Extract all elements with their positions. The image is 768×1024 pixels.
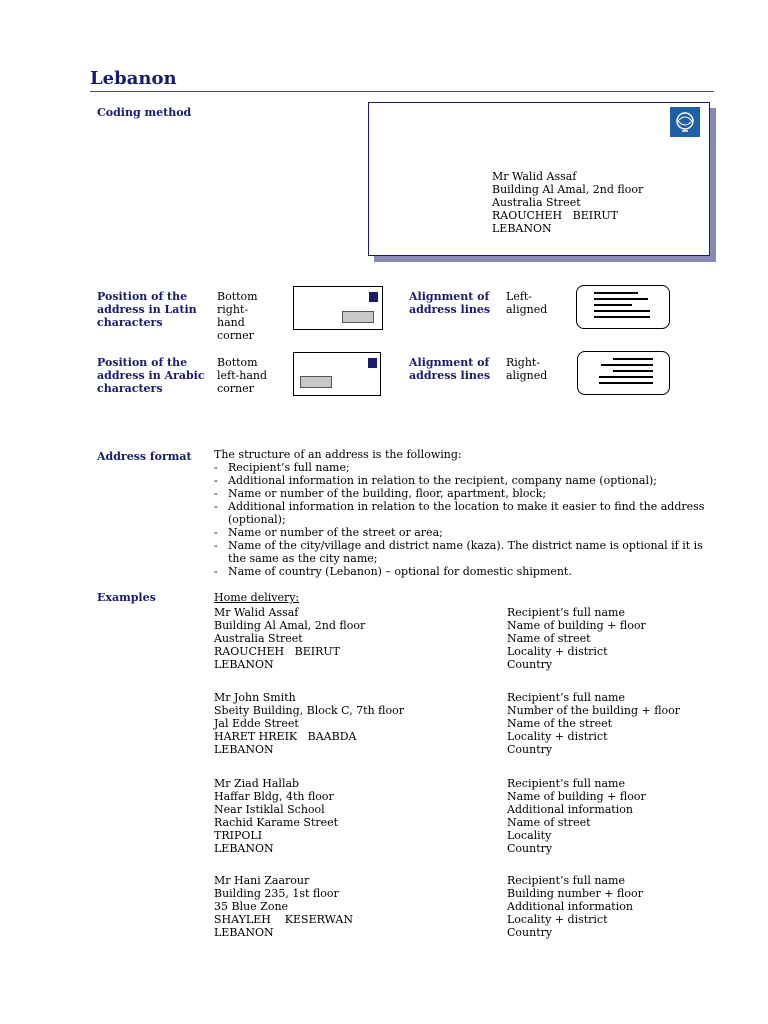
example-address-line: Mr Ziad Hallab: [214, 777, 300, 790]
address-block: [300, 376, 332, 388]
example-legend-line: Locality: [507, 829, 552, 842]
example-legend-line: Locality + district: [507, 730, 608, 743]
right-align-diagram: [577, 351, 670, 395]
address-format-list: [214, 461, 714, 578]
example-legend-line: Country: [507, 743, 553, 756]
example-address: [214, 606, 365, 671]
upu-logo-icon: [670, 107, 700, 137]
example-address-line: Building 235, 1st floor: [214, 887, 339, 900]
arabic-alignment-value: Right-aligned: [506, 356, 548, 382]
example-legend-line: Recipient’s full name: [507, 691, 625, 704]
address-format-item: - Recipient’s full name;: [214, 461, 714, 474]
address-format-item: - Name or number of the street or area;: [214, 526, 714, 539]
example-legend-line: Locality + district: [507, 645, 608, 658]
latin-alignment-value: Left-aligned: [506, 290, 548, 316]
home-delivery-heading: Home delivery:: [214, 591, 300, 604]
address-format-item: - Name of the city/village and district name (kaza). The district name is optional if it is the same as the city name;: [214, 539, 714, 565]
latin-position-label: Position of the address in Latin characters: [97, 290, 197, 329]
example-address-line: Jal Edde Street: [214, 717, 299, 730]
address-block: [342, 311, 374, 323]
example-legend-line: Locality + district: [507, 913, 608, 926]
page-title: Lebanon: [90, 68, 177, 89]
left-align-diagram: [576, 285, 670, 329]
example-legend: [507, 691, 680, 756]
example-address-line: TRIPOLI: [214, 829, 263, 842]
example-address-line: Sbeity Building, Block C, 7th floor: [214, 704, 405, 717]
example-legend-line: Name of building + floor: [507, 790, 646, 803]
example-legend: [507, 606, 646, 671]
example-address-line: SHAYLEH KESERWAN: [214, 913, 353, 926]
example-legend-line: Name of street: [507, 632, 591, 645]
address-format-label: Address format: [97, 450, 192, 463]
example-address-line: LEBANON: [214, 926, 274, 939]
address-format-item: - Name of country (Lebanon) – optional for domestic shipment.: [214, 565, 714, 578]
example-address-line: 35 Blue Zone: [214, 900, 289, 913]
example-legend: [507, 777, 646, 855]
example-address-line: LEBANON: [214, 658, 274, 671]
example-legend-line: Building number + floor: [507, 887, 643, 900]
example-legend-line: Number of the building + floor: [507, 704, 681, 717]
arabic-position-label: Position of the address in Arabic characters: [97, 356, 205, 395]
address-format-item: - Additional information in relation to the location to make it easier to find the address (optional);: [214, 500, 714, 526]
latin-position-value: Bottom right-hand corner: [217, 290, 258, 342]
example-legend-line: Recipient’s full name: [507, 874, 625, 887]
example-legend-line: Additional information: [507, 900, 633, 913]
example-legend: [507, 874, 643, 939]
envelope-address-line: Building Al Amal, 2nd floor: [492, 183, 644, 196]
address-format-body: [214, 448, 714, 578]
example-address-line: LEBANON: [214, 842, 274, 855]
example-address-line: Near Istiklal School: [214, 803, 325, 816]
title-rule: [90, 91, 714, 92]
example-address-line: Mr Hani Zaarour: [214, 874, 310, 887]
arabic-alignment-label: Alignment of address lines: [409, 356, 491, 382]
example-address-line: LEBANON: [214, 743, 274, 756]
stamp-square: [369, 292, 378, 302]
latin-alignment-label: Alignment of address lines: [409, 290, 491, 316]
example-address-line: RAOUCHEH BEIRUT: [214, 645, 340, 658]
envelope-address: [492, 170, 643, 235]
envelope-address-line: LEBANON: [492, 222, 552, 235]
example-address-line: HARET HREIK BAABDA: [214, 730, 357, 743]
example-legend-line: Name of the street: [507, 717, 613, 730]
stamp-square: [368, 358, 377, 368]
example-legend-line: Country: [507, 926, 553, 939]
address-format-intro: The structure of an address is the following:: [214, 448, 462, 461]
example-legend-line: Name of street: [507, 816, 591, 829]
examples-label: Examples: [97, 591, 156, 604]
example-address-line: Rachid Karame Street: [214, 816, 339, 829]
envelope-address-line: Australia Street: [492, 196, 581, 209]
example-legend-line: Name of building + floor: [507, 619, 646, 632]
address-format-item: - Name or number of the building, floor, apartment, block;: [214, 487, 714, 500]
example-address-line: Building Al Amal, 2nd floor: [214, 619, 366, 632]
example-address-line: Mr Walid Assaf: [214, 606, 299, 619]
latin-envelope-diagram: [293, 286, 383, 330]
example-legend-line: Country: [507, 842, 553, 855]
envelope-address-line: RAOUCHEH BEIRUT: [492, 209, 618, 222]
example-address: [214, 691, 404, 756]
example-address-line: Haffar Bldg, 4th floor: [214, 790, 334, 803]
example-legend-line: Additional information: [507, 803, 633, 816]
address-format-item: - Additional information in relation to the recipient, company name (optional);: [214, 474, 714, 487]
example-address: [214, 874, 353, 939]
example-legend-line: Country: [507, 658, 553, 671]
example-address-line: Mr John Smith: [214, 691, 296, 704]
arabic-envelope-diagram: [293, 352, 381, 396]
example-legend-line: Recipient’s full name: [507, 777, 625, 790]
example-address: [214, 777, 338, 855]
example-legend-line: Recipient’s full name: [507, 606, 625, 619]
coding-method-label: Coding method: [97, 106, 192, 119]
example-address-line: Australia Street: [214, 632, 303, 645]
arabic-position-value: Bottom left-hand corner: [217, 356, 268, 395]
envelope-address-line: Mr Walid Assaf: [492, 170, 577, 183]
